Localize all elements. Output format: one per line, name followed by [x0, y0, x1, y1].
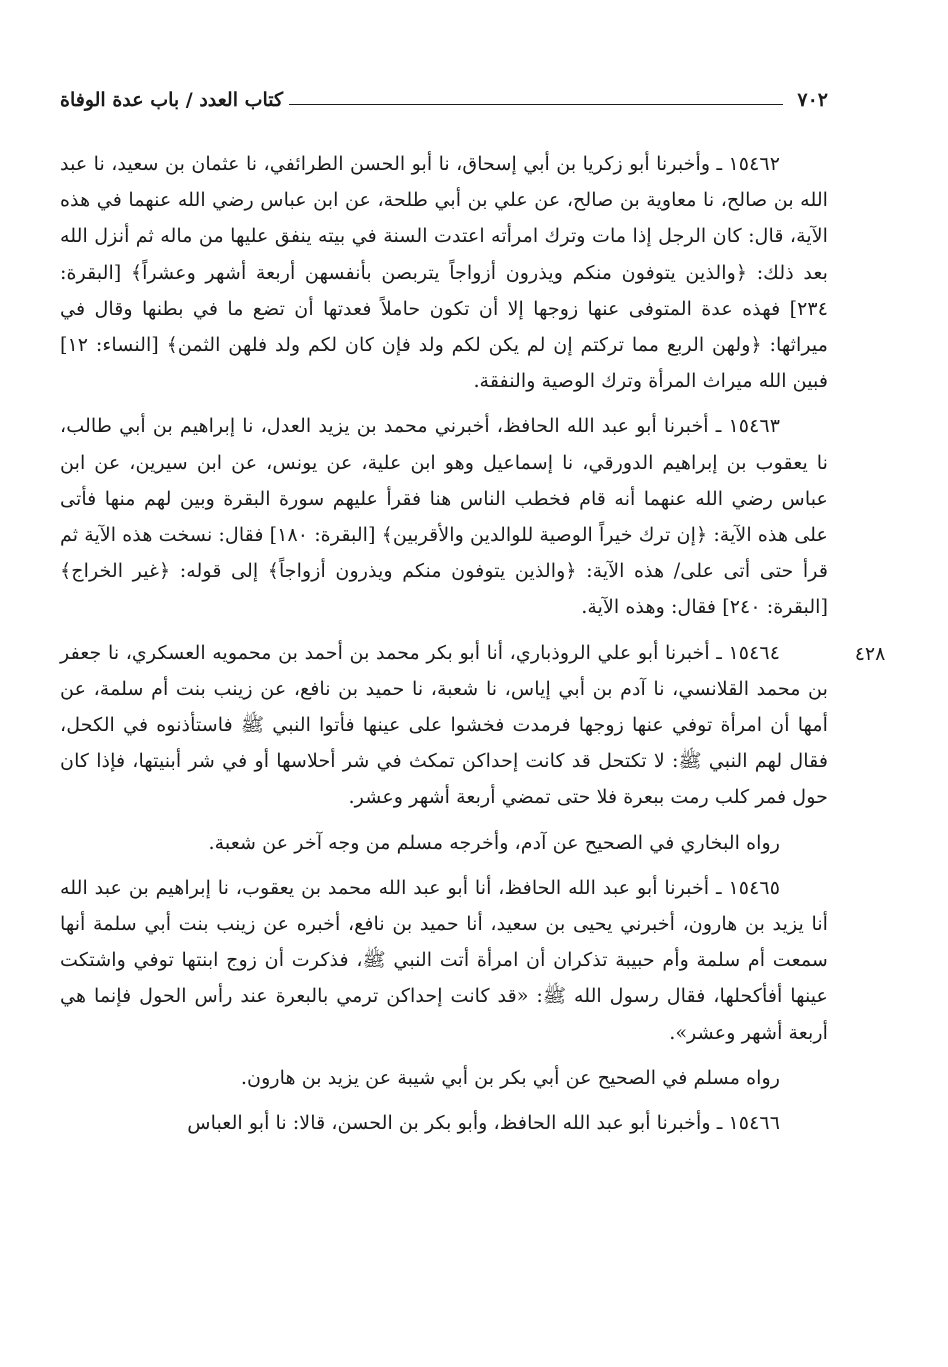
header-rule	[289, 104, 783, 105]
hadith-15462: ١٥٤٦٢ ـ وأخبرنا أبو زكريا بن أبي إسحاق، نا أبو الحسن الطرائفي، نا عثمان بن سعيد، نا عبد الله بن صالح، نا معاوية بن صالح، عن علي بن أبي طلحة، عن ابن عباس رضي الله عنهما في هذه الآية، قال: كان الرجل إذا مات وترك امرأته اعتدت السنة في بيته ينفق عليها من ماله ثم أنزل الله بعد ذلك: ﴿والذين يتوفون منكم ويذرون أزواجاً يتربصن بأنفسهن أربعة أشهر وعشراً﴾ [البقرة: ٢٣٤] فهذه عدة المتوفى عنها زوجها إلا أن تكون حاملاً فعدتها أن تضع ما في بطنها وقال في ميراثها: ﴿ولهن الربع مما تركتم إن لم يكن لكم ولد فإن كان لكم ولد فلهن الثمن﴾ [النساء: ١٢] فبين الله ميراث المرأة وترك الوصية والنفقة.	[60, 152, 828, 393]
hadith-15466: ١٥٤٦٦ ـ وأخبرنا أبو عبد الله الحافظ، وأبو بكر بن الحسن، قالا: نا أبو العباس	[187, 1111, 780, 1135]
page-header	[60, 80, 828, 120]
running-title: كتاب العدد / باب عدة الوفاة	[60, 89, 284, 111]
hadith-15463: ١٥٤٦٣ ـ أخبرنا أبو عبد الله الحافظ، أخبرني محمد بن يزيد العدل، نا إبراهيم بن أبي طالب، نا يعقوب بن إبراهيم الدورقي، نا إسماعيل وهو ابن علية، عن يونس، عن ابن سيرين، عن ابن عباس رضي الله عنهما أنه قام فخطب الناس هنا فقرأ عليهم سورة البقرة وبين لهم منها فأتى على هذه الآية: ﴿إن ترك خيراً الوصية للوالدين والأقربين﴾ [البقرة: ١٨٠] فقال: نسخت هذه الآية ثم قرأ حتى أتى على/ هذه الآية: ﴿والذين يتوفون منكم ويذرون أزواجاً﴾ إلى قوله: ﴿غير الخراج﴾ [البقرة: ٢٤٠] فقال: وهذه الآية.	[60, 414, 828, 619]
narration-note: رواه مسلم في الصحيح عن أبي بكر بن أبي شيبة عن يزيد بن هارون.	[240, 1065, 780, 1089]
narration-note: رواه البخاري في الصحيح عن آدم، وأخرجه مسلم من وجه آخر عن شعبة.	[208, 830, 780, 854]
margin-volume-reference: ٤٢٨	[854, 643, 886, 665]
page-body	[60, 146, 828, 1150]
hadith-15464: ١٥٤٦٤ ـ أخبرنا أبو علي الروذباري، أنا أبو بكر محمد بن أحمد بن محمويه العسكري، نا جعفر بن محمد القلانسي، نا آدم بن أبي إياس، نا شعبة، نا حميد بن نافع، عن زينب بنت أم سلمة، عن أمها أن امرأة توفي عنها زوجها فرمدت فخشوا على عينها فأتوا النبي ﷺ فاستأذنوه في الكحل، فقال لهم النبي ﷺ: لا تكتحل قد كانت إحداكن تمكث في شر أحلاسها أو في شر أبنيتها، فإذا كان حول فمر كلب رمت ببعرة فلا حتى تمضي أربعة أشهر وعشر.	[60, 640, 828, 809]
page-number: ٧٠٢	[797, 89, 828, 111]
hadith-15465: ١٥٤٦٥ ـ أخبرنا أبو عبد الله الحافظ، أنا أبو عبد الله محمد بن يعقوب، نا إبراهيم بن عبد الله أنا يزيد بن هارون، أخبرني يحيى بن سعيد، أنا حميد بن نافع، أخبره عن زينب بنت أبي سلمة أنها سمعت أم سلمة وأم حبيبة تذكران أن امرأة أتت النبي ﷺ، فذكرت أن زوج ابنتها توفي واشتكت عينها أفأكحلها، فقال رسول الله ﷺ: «قد كانت إحداكن ترمي بالبعرة عند رأس الحول فإنما هي أربعة أشهر وعشر».	[60, 875, 828, 1044]
